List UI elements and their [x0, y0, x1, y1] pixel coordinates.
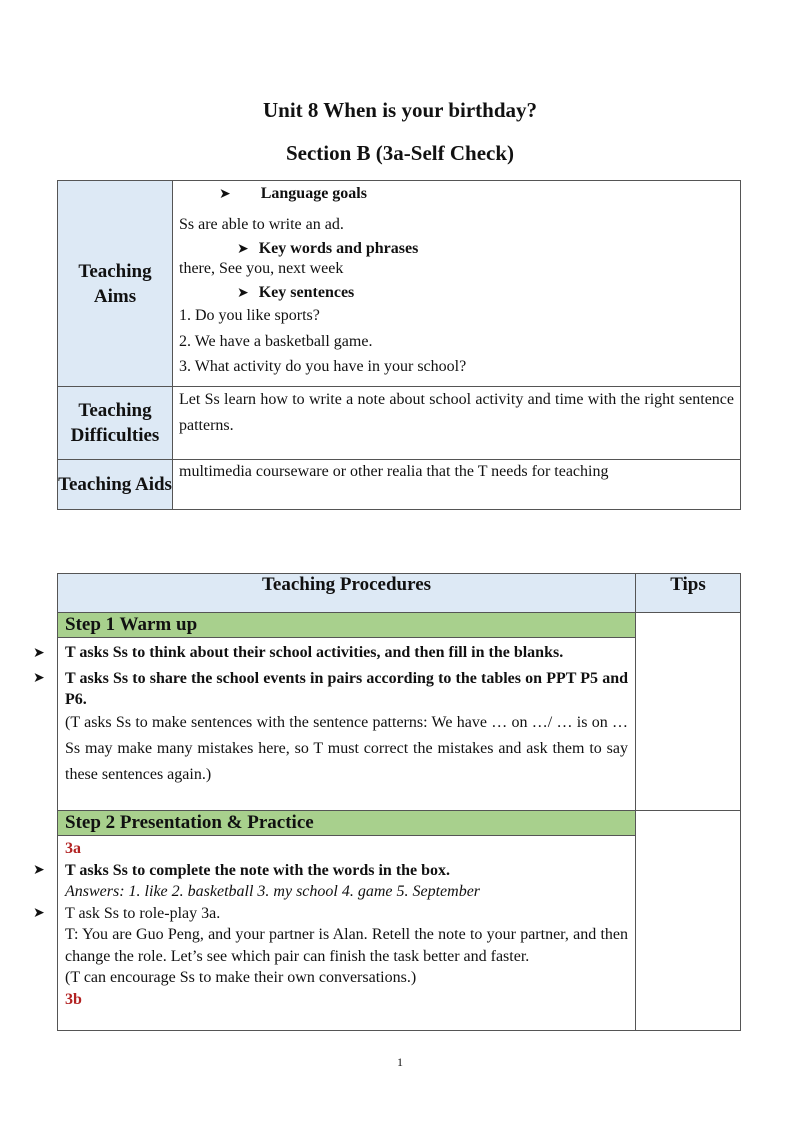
teaching-aims-body — [173, 181, 741, 387]
arrowhead-bullet-icon: ➤ — [33, 861, 45, 878]
procedures-header: Teaching Procedures — [58, 574, 636, 613]
step2-tips — [636, 811, 741, 1031]
step2-note: (T can encourage Ss to make their own conversations.) — [65, 969, 417, 986]
teaching-difficulties-head: Teaching Difficulties — [58, 387, 173, 460]
teaching-aids-head: Teaching Aids — [58, 460, 173, 510]
step1-item1: T asks Ss to think about their school activities, and then fill in the blanks. — [65, 644, 564, 661]
key-words-text: there, See you, next week — [179, 260, 344, 277]
teaching-difficulties-text: Let Ss learn how to write a note about school activity and time with the right sentence patterns. — [173, 387, 741, 460]
step1-tips — [636, 613, 741, 811]
arrowhead-bullet-icon: ➤ — [33, 645, 45, 661]
sentence-item: 1. Do you like sports? — [179, 307, 320, 324]
tips-header: Tips — [636, 574, 741, 613]
arrowhead-bullet-icon: ➤ — [237, 285, 249, 301]
step1-item2: T asks Ss to share the school events in pairs according to the tables on PPT P5 and P6. — [65, 670, 628, 708]
step2-answers: Answers: 1. like 2. basketball 3. my school 4. game 5. September — [65, 883, 481, 900]
step1-note: (T asks Ss to make sentences with the sentence patterns: We have … on …/ … is on … Ss may make many mistakes here, so T must correct the mistakes and ask them to say these sentences again.) — [65, 714, 628, 783]
step2-title: Step 2 Presentation & Practice — [58, 811, 635, 836]
sentence-item: 2. We have a basketball game. — [179, 332, 373, 350]
teaching-aims-table — [57, 180, 741, 510]
step1-cell — [33, 613, 636, 811]
step2-item2: T ask Ss to role-play 3a. — [65, 904, 221, 922]
step1-title: Step 1 Warm up — [58, 613, 635, 638]
unit-title: Unit 8 When is your birthday? — [262, 98, 538, 122]
section-title: Section B (3a-Self Check) — [285, 141, 515, 165]
arrowhead-bullet-icon: ➤ — [33, 904, 45, 921]
sentence-item: 3. What activity do you have in your school? — [179, 358, 467, 375]
step2-item1: T asks Ss to complete the note with the words in the box. — [65, 861, 451, 879]
step2-dialogue: T: You are Guo Peng, and your partner is Alan. Retell the note to your partner, and then change the role. Let’s see which pair can finish the task better and faster. — [65, 926, 628, 965]
arrowhead-bullet-icon: ➤ — [33, 670, 45, 686]
step2-cell — [33, 811, 636, 1031]
key-sentences-label: Key sentences — [258, 284, 355, 301]
key-words-label: Key words and phrases — [258, 240, 419, 257]
label-3b: 3b — [65, 990, 82, 1008]
teaching-aims-head: Teaching Aims — [58, 181, 173, 387]
arrowhead-bullet-icon: ➤ — [219, 186, 231, 202]
language-goals-text: Ss are able to write an ad. — [179, 216, 344, 233]
language-goals-label: Language goals — [260, 185, 367, 202]
teaching-procedures-table — [33, 573, 741, 1031]
teaching-aids-text: multimedia courseware or other realia that the T needs for teaching — [173, 460, 741, 510]
arrowhead-bullet-icon: ➤ — [237, 241, 249, 257]
page-number: 1 — [397, 1055, 403, 1069]
label-3a: 3a — [65, 840, 81, 857]
